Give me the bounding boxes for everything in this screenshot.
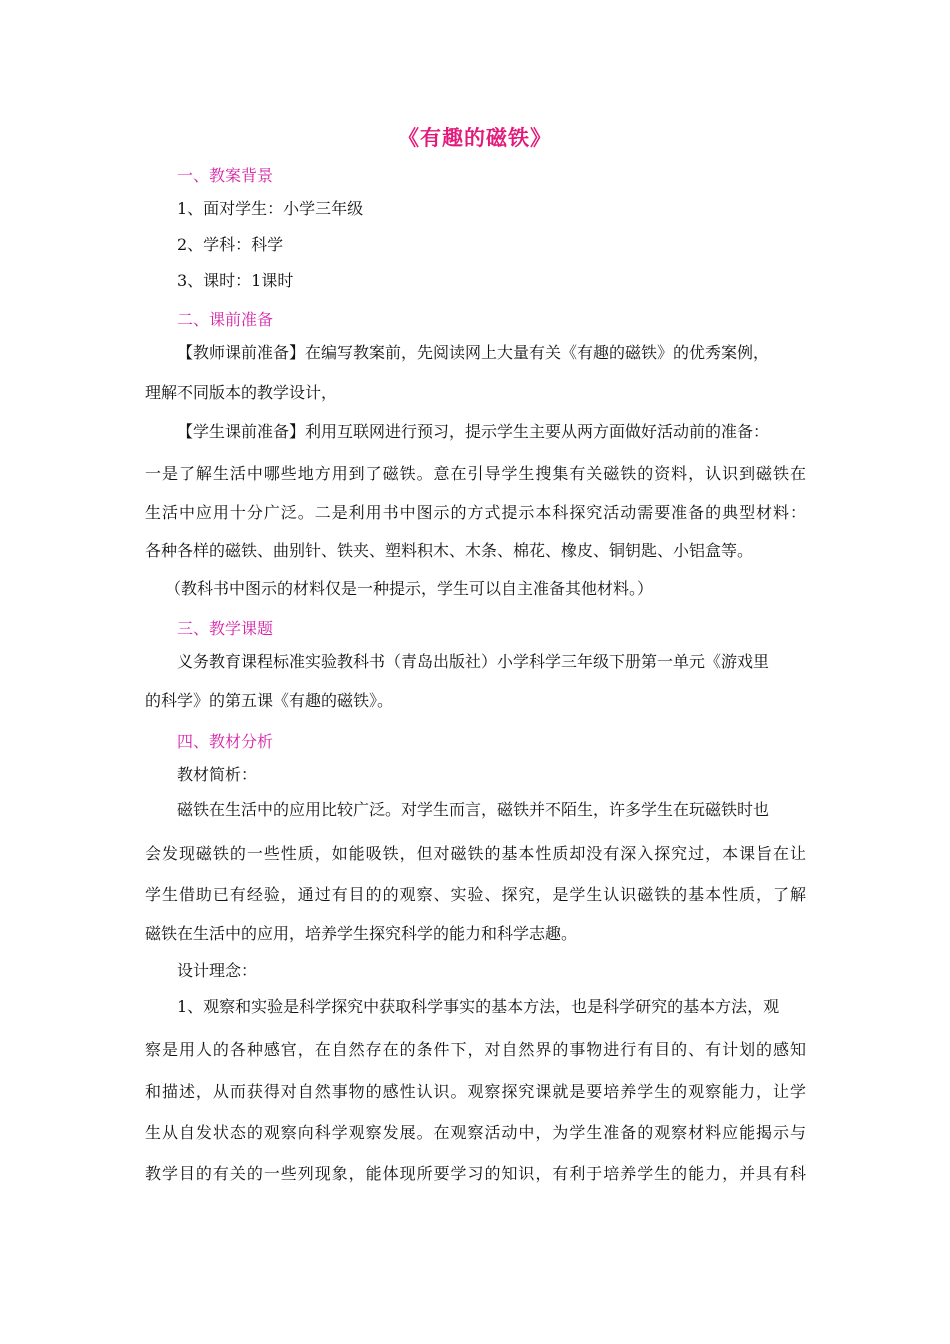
class-hours-line: 3、课时：1课时	[177, 271, 294, 290]
student-prep-line-4: 各种各样的磁铁、曲别针、铁夹、塑料积木、木条、棉花、橡皮、铜钥匙、小铝盒等。	[145, 541, 754, 560]
section-heading-background: 一、教案背景	[177, 166, 274, 185]
brief-analysis-line-2: 会发现磁铁的一些性质，如能吸铁，但对磁铁的基本性质却没有深入探究过，本课旨在让	[145, 844, 806, 863]
section-heading-preparation: 二、课前准备	[177, 310, 274, 329]
student-prep-line-2: 一是了解生活中哪些地方用到了磁铁。意在引导学生搜集有关磁铁的资料，认识到磁铁在	[145, 464, 806, 483]
brief-analysis-line-4: 磁铁在生活中的应用，培养学生探究科学的能力和科学志趣。	[145, 924, 578, 943]
design-concept-line-4: 生从自发状态的观察向科学观察发展。在观察活动中，为学生准备的观察材料应能揭示与	[145, 1123, 806, 1142]
design-concept-line-1: 1、观察和实验是科学探究中获取科学事实的基本方法，也是科学研究的基本方法，观	[177, 997, 780, 1016]
subject-line: 2、学科：科学	[177, 235, 284, 254]
design-concept-line-5: 教学目的有关的一些列现象，能体现所要学习的知识，有利于培养学生的能力，并具有科	[145, 1164, 806, 1183]
target-students-line: 1、面对学生：小学三年级	[177, 199, 364, 218]
student-prep-line-3: 生活中应用十分广泛。二是利用书中图示的方式提示本科探究活动需要准备的典型材料：	[145, 503, 806, 522]
student-prep-line-1: 【学生课前准备】利用互联网进行预习，提示学生主要从两方面做好活动前的准备：	[177, 422, 770, 441]
design-concept-label: 设计理念：	[177, 961, 258, 980]
materials-note: （教科书中图示的材料仅是一种提示，学生可以自主准备其他材料。）	[165, 579, 654, 598]
document-title: 《有趣的磁铁》	[398, 125, 552, 150]
section-heading-analysis: 四、教材分析	[177, 732, 274, 751]
teacher-prep-line-1: 【教师课前准备】在编写教案前，先阅读网上大量有关《有趣的磁铁》的优秀案例，	[177, 343, 770, 362]
design-concept-line-3: 和描述，从而获得对自然事物的感性认识。观察探究课就是要培养学生的观察能力，让学	[145, 1082, 806, 1101]
brief-analysis-line-3: 学生借助已有经验，通过有目的的观察、实验、探究，是学生认识磁铁的基本性质，了解	[145, 885, 806, 904]
brief-analysis-line-1: 磁铁在生活中的应用比较广泛。对学生而言，磁铁并不陌生，许多学生在玩磁铁时也	[177, 800, 770, 819]
topic-line-2: 的科学》的第五课《有趣的磁铁》。	[145, 691, 394, 710]
section-heading-topic: 三、教学课题	[177, 619, 274, 638]
design-concept-line-2: 察是用人的各种感官，在自然存在的条件下，对自然界的事物进行有目的、有计划的感知	[145, 1040, 806, 1059]
topic-line-1: 义务教育课程标准实验教科书（青岛出版社）小学科学三年级下册第一单元《游戏里	[177, 652, 770, 671]
brief-analysis-label: 教材简析：	[177, 765, 258, 784]
teacher-prep-line-2: 理解不同版本的教学设计，	[145, 383, 338, 402]
